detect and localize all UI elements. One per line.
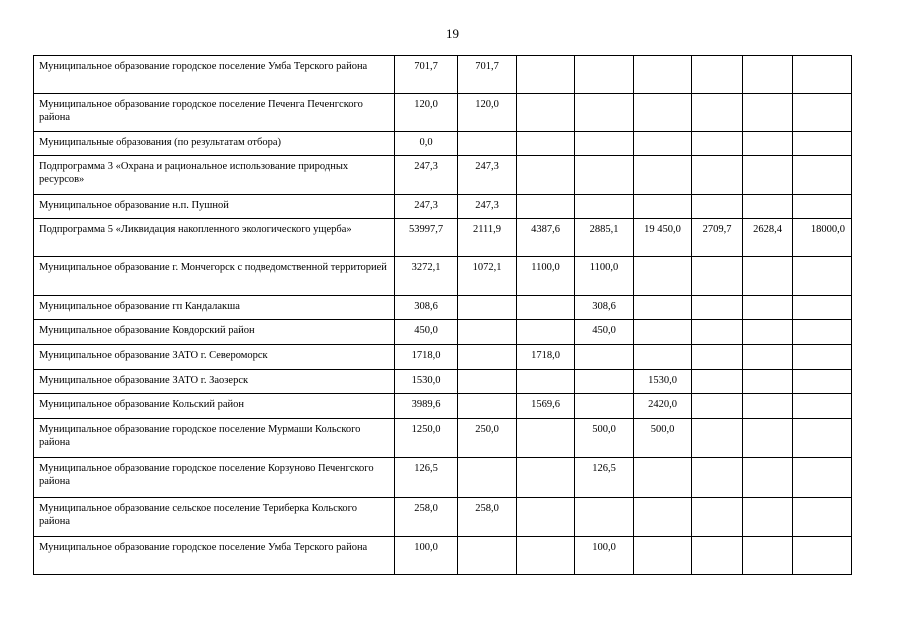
value-cell-c5 — [634, 156, 692, 195]
value-cell-c5 — [634, 94, 692, 132]
table-row — [34, 498, 852, 537]
value-cell-c7 — [743, 458, 793, 498]
table-row — [34, 132, 852, 156]
value-cell-c7 — [743, 156, 793, 195]
value-cell-c5 — [634, 132, 692, 156]
value-cell-c1: 120,0 — [395, 94, 458, 132]
value-cell-c3: 4387,6 — [517, 219, 575, 257]
value-cell-c4 — [575, 498, 634, 537]
value-cell-c4: 1100,0 — [575, 257, 634, 296]
value-cell-c4: 100,0 — [575, 537, 634, 575]
value-cell-c6 — [692, 345, 743, 370]
value-cell-c4 — [575, 195, 634, 219]
value-cell-c7 — [743, 370, 793, 394]
value-cell-c2 — [458, 296, 517, 320]
value-cell-c2 — [458, 537, 517, 575]
value-cell-c8 — [793, 94, 852, 132]
value-cell-c2 — [458, 132, 517, 156]
value-cell-c2: 247,3 — [458, 195, 517, 219]
value-cell-c3 — [517, 370, 575, 394]
row-name-cell: Муниципальное образование Ковдорский район — [34, 320, 395, 345]
value-cell-c2: 247,3 — [458, 156, 517, 195]
table-row — [34, 219, 852, 257]
value-cell-c4 — [575, 394, 634, 419]
row-name-cell: Муниципальное образование городское поселение Умба Терского района — [34, 56, 395, 94]
value-cell-c5: 500,0 — [634, 419, 692, 458]
value-cell-c1: 3272,1 — [395, 257, 458, 296]
value-cell-c4 — [575, 156, 634, 195]
value-cell-c3 — [517, 195, 575, 219]
page-number: 19 — [446, 26, 459, 41]
value-cell-c2 — [458, 370, 517, 394]
table-body — [34, 56, 852, 575]
value-cell-c6 — [692, 132, 743, 156]
value-cell-c7 — [743, 498, 793, 537]
value-cell-c7 — [743, 195, 793, 219]
value-cell-c8 — [793, 498, 852, 537]
value-cell-c7 — [743, 94, 793, 132]
value-cell-c2: 1072,1 — [458, 257, 517, 296]
table-row — [34, 56, 852, 94]
budget-table — [33, 55, 852, 575]
value-cell-c1: 247,3 — [395, 195, 458, 219]
value-cell-c8 — [793, 257, 852, 296]
value-cell-c3 — [517, 537, 575, 575]
value-cell-c8 — [793, 370, 852, 394]
value-cell-c5 — [634, 458, 692, 498]
value-cell-c8 — [793, 320, 852, 345]
value-cell-c8 — [793, 195, 852, 219]
value-cell-c2: 258,0 — [458, 498, 517, 537]
value-cell-c5 — [634, 257, 692, 296]
value-cell-c8 — [793, 156, 852, 195]
value-cell-c7 — [743, 394, 793, 419]
value-cell-c6 — [692, 195, 743, 219]
value-cell-c7 — [743, 320, 793, 345]
value-cell-c3 — [517, 156, 575, 195]
value-cell-c4 — [575, 56, 634, 94]
row-name-cell: Подпрограмма 5 «Ликвидация накопленного экологического ущерба» — [34, 219, 395, 257]
value-cell-c7 — [743, 296, 793, 320]
value-cell-c5 — [634, 56, 692, 94]
value-cell-c5: 1530,0 — [634, 370, 692, 394]
value-cell-c1: 3989,6 — [395, 394, 458, 419]
value-cell-c8 — [793, 132, 852, 156]
value-cell-c1: 450,0 — [395, 320, 458, 345]
value-cell-c6 — [692, 156, 743, 195]
table-row — [34, 394, 852, 419]
row-name-cell: Муниципальное образование г. Мончегорск с подведомственной территорией — [34, 257, 395, 296]
value-cell-c2: 2111,9 — [458, 219, 517, 257]
value-cell-c6 — [692, 94, 743, 132]
value-cell-c6 — [692, 394, 743, 419]
value-cell-c5 — [634, 320, 692, 345]
value-cell-c5: 2420,0 — [634, 394, 692, 419]
table-row — [34, 94, 852, 132]
value-cell-c3 — [517, 296, 575, 320]
table-row — [34, 370, 852, 394]
table-row — [34, 156, 852, 195]
table-row — [34, 257, 852, 296]
value-cell-c8 — [793, 394, 852, 419]
value-cell-c7 — [743, 419, 793, 458]
table-row — [34, 537, 852, 575]
value-cell-c6 — [692, 56, 743, 94]
value-cell-c8 — [793, 419, 852, 458]
value-cell-c2 — [458, 394, 517, 419]
table-row — [34, 320, 852, 345]
value-cell-c8: 18000,0 — [793, 219, 852, 257]
value-cell-c6 — [692, 320, 743, 345]
row-name-cell: Муниципальное образование городское поселение Умба Терского района — [34, 537, 395, 575]
table-row — [34, 419, 852, 458]
row-name-cell: Муниципальное образование н.п. Пушной — [34, 195, 395, 219]
row-name-cell: Подпрограмма 3 «Охрана и рациональное использование природных ресурсов» — [34, 156, 395, 195]
value-cell-c7 — [743, 56, 793, 94]
row-name-cell: Муниципальное образование гп Кандалакша — [34, 296, 395, 320]
value-cell-c5 — [634, 345, 692, 370]
value-cell-c6 — [692, 257, 743, 296]
value-cell-c4 — [575, 132, 634, 156]
value-cell-c3 — [517, 498, 575, 537]
value-cell-c8 — [793, 458, 852, 498]
value-cell-c3: 1100,0 — [517, 257, 575, 296]
value-cell-c7 — [743, 257, 793, 296]
value-cell-c3 — [517, 94, 575, 132]
value-cell-c2: 120,0 — [458, 94, 517, 132]
value-cell-c8 — [793, 296, 852, 320]
value-cell-c2 — [458, 458, 517, 498]
value-cell-c1: 258,0 — [395, 498, 458, 537]
value-cell-c4 — [575, 370, 634, 394]
value-cell-c5 — [634, 195, 692, 219]
value-cell-c6 — [692, 419, 743, 458]
value-cell-c1: 126,5 — [395, 458, 458, 498]
value-cell-c6 — [692, 498, 743, 537]
value-cell-c4 — [575, 94, 634, 132]
value-cell-c5: 19 450,0 — [634, 219, 692, 257]
value-cell-c1: 53997,7 — [395, 219, 458, 257]
value-cell-c8 — [793, 345, 852, 370]
row-name-cell: Муниципальное образование городское поселение Печенга Печенгского района — [34, 94, 395, 132]
value-cell-c7 — [743, 537, 793, 575]
value-cell-c7 — [743, 132, 793, 156]
value-cell-c1: 100,0 — [395, 537, 458, 575]
value-cell-c6: 2709,7 — [692, 219, 743, 257]
value-cell-c5 — [634, 296, 692, 320]
value-cell-c1: 1530,0 — [395, 370, 458, 394]
value-cell-c1: 1250,0 — [395, 419, 458, 458]
value-cell-c1: 0,0 — [395, 132, 458, 156]
table-row — [34, 458, 852, 498]
value-cell-c3: 1569,6 — [517, 394, 575, 419]
value-cell-c2: 250,0 — [458, 419, 517, 458]
value-cell-c2 — [458, 345, 517, 370]
value-cell-c1: 308,6 — [395, 296, 458, 320]
value-cell-c1: 701,7 — [395, 56, 458, 94]
value-cell-c3 — [517, 132, 575, 156]
value-cell-c3: 1718,0 — [517, 345, 575, 370]
value-cell-c4: 126,5 — [575, 458, 634, 498]
value-cell-c5 — [634, 498, 692, 537]
value-cell-c3 — [517, 320, 575, 345]
value-cell-c4 — [575, 345, 634, 370]
value-cell-c3 — [517, 419, 575, 458]
value-cell-c8 — [793, 56, 852, 94]
row-name-cell: Муниципальное образование городское поселение Корзуново Печенгского района — [34, 458, 395, 498]
table-row — [34, 296, 852, 320]
value-cell-c4: 2885,1 — [575, 219, 634, 257]
value-cell-c2 — [458, 320, 517, 345]
table-row — [34, 345, 852, 370]
value-cell-c5 — [634, 537, 692, 575]
row-name-cell: Муниципальное образование сельское поселение Териберка Кольского района — [34, 498, 395, 537]
value-cell-c4: 500,0 — [575, 419, 634, 458]
value-cell-c6 — [692, 458, 743, 498]
value-cell-c6 — [692, 370, 743, 394]
row-name-cell: Муниципальное образование ЗАТО г. Североморск — [34, 345, 395, 370]
value-cell-c1: 247,3 — [395, 156, 458, 195]
value-cell-c1: 1718,0 — [395, 345, 458, 370]
value-cell-c4: 450,0 — [575, 320, 634, 345]
value-cell-c7 — [743, 345, 793, 370]
row-name-cell: Муниципальное образование городское поселение Мурмаши Кольского района — [34, 419, 395, 458]
value-cell-c6 — [692, 296, 743, 320]
row-name-cell: Муниципальное образование Кольский район — [34, 394, 395, 419]
table-row — [34, 195, 852, 219]
value-cell-c4: 308,6 — [575, 296, 634, 320]
value-cell-c7: 2628,4 — [743, 219, 793, 257]
row-name-cell: Муниципальные образования (по результатам отбора) — [34, 132, 395, 156]
row-name-cell: Муниципальное образование ЗАТО г. Заозерск — [34, 370, 395, 394]
value-cell-c2: 701,7 — [458, 56, 517, 94]
value-cell-c8 — [793, 537, 852, 575]
value-cell-c6 — [692, 537, 743, 575]
value-cell-c3 — [517, 56, 575, 94]
value-cell-c3 — [517, 458, 575, 498]
